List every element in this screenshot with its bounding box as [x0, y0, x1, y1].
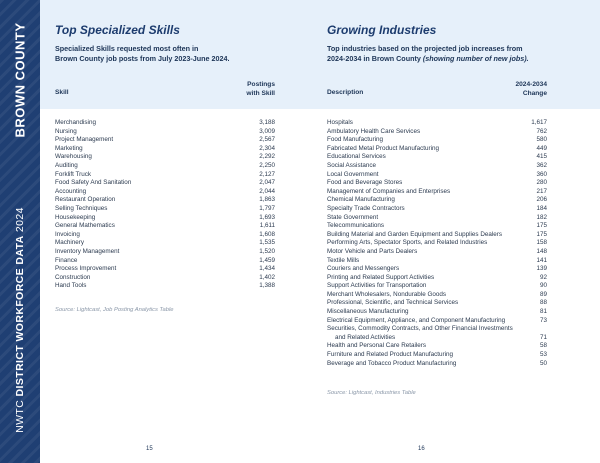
row-value: 1,608: [259, 230, 275, 238]
row-label: Building Material and Garden Equipment and Supplies Dealers: [327, 230, 503, 238]
report-title-prefix: NWTC: [14, 396, 26, 433]
table-row: [327, 257, 547, 266]
row-label: State Government: [327, 213, 379, 221]
row-label: Project Management: [55, 136, 114, 144]
row-value: 2,047: [259, 179, 275, 187]
row-value: 1,434: [259, 265, 275, 273]
row-value: 280: [536, 179, 547, 187]
table-row: [327, 188, 547, 197]
row-value: 2,250: [259, 161, 275, 169]
table-row: [327, 179, 547, 188]
report-title: [14, 207, 26, 433]
row-label: Support Activities for Transportation: [327, 282, 427, 290]
industries-description-note: (showing number of new jobs).: [422, 54, 529, 63]
row-label-line1: Securities, Commodity Contracts, and Other Financial Investments: [327, 325, 513, 333]
row-label: Merchandising: [55, 119, 96, 126]
postings-column-header: [246, 81, 275, 98]
table-row: [55, 136, 275, 145]
row-value: 2,304: [259, 144, 275, 152]
table-row: [55, 231, 275, 240]
row-value: 90: [539, 282, 547, 290]
row-label: General Mathematics: [55, 222, 115, 230]
skills-source: Source: Lightcast, Job Posting Analytics Table: [55, 307, 174, 313]
table-row: [327, 128, 547, 137]
row-label: Hospitals: [327, 119, 353, 126]
row-label: Professional, Scientific, and Technical Services: [327, 299, 459, 307]
table-row: [55, 205, 275, 214]
row-value: 1,611: [259, 222, 275, 230]
skill-column-header: Skill: [55, 89, 69, 96]
row-label: Electrical Equipment, Appliance, and Component Manufacturing: [327, 316, 506, 324]
industries-source: Source: Lightcast, Industries Table: [327, 390, 416, 396]
row-label: Food and Beverage Stores: [327, 179, 403, 187]
row-value: 184: [536, 204, 547, 212]
row-value: 415: [536, 153, 547, 161]
row-label: Educational Services: [327, 153, 386, 161]
industries-description-line2-wrap: [327, 54, 557, 64]
row-label: Couriers and Messengers: [327, 265, 400, 273]
row-value: 1,617: [531, 119, 547, 126]
row-label: Furniture and Related Product Manufacturing: [327, 351, 454, 359]
row-value: 580: [536, 136, 547, 144]
table-row: [55, 196, 275, 205]
row-label: Ambulatory Health Care Services: [327, 127, 421, 135]
table-row: [327, 231, 547, 240]
row-label: Specialty Trade Contractors: [327, 204, 405, 212]
row-label: Invoicing: [55, 230, 80, 238]
row-label: Chemical Manufacturing: [327, 196, 395, 204]
report-title-year: 2024: [14, 207, 26, 236]
row-label: Merchant Wholesalers, Nondurable Goods: [327, 290, 447, 298]
change-column-header: [515, 81, 547, 98]
row-label: Forklift Truck: [55, 170, 92, 178]
row-label: Auditing: [55, 161, 78, 169]
industries-description-line1: Top industries based on the projected job increases from: [327, 44, 523, 53]
row-value: 1,797: [259, 204, 275, 212]
table-row: [55, 282, 275, 291]
postings-header-line1: Postings: [247, 81, 275, 88]
table-row: [327, 274, 547, 283]
industries-description-line2: 2024-2034 in Brown County: [327, 54, 423, 63]
row-label: Telecommunications: [327, 222, 385, 230]
row-value: 71: [539, 333, 547, 341]
row-label: Beverage and Tobacco Product Manufacturing: [327, 359, 457, 367]
row-value: 449: [536, 144, 547, 152]
row-label: Warehousing: [55, 153, 92, 161]
row-value: 1,693: [259, 213, 275, 221]
row-label: Restaurant Operation: [55, 196, 116, 204]
row-label: Food Safety And Sanitation: [55, 179, 132, 187]
table-row: [327, 360, 547, 369]
row-value: 1,388: [259, 282, 275, 290]
table-row: [327, 136, 547, 145]
table-row: [327, 214, 547, 223]
row-label: Management of Companies and Enterprises: [327, 187, 451, 195]
row-label: Local Government: [327, 170, 379, 178]
row-value: 158: [536, 239, 547, 247]
row-value: 1,535: [259, 239, 275, 247]
table-row: [55, 265, 275, 274]
row-label: Selling Techniques: [55, 204, 108, 212]
table-row: [55, 153, 275, 162]
table-row: [55, 257, 275, 266]
table-row: [55, 179, 275, 188]
postings-header-line2: with Skill: [246, 89, 275, 97]
row-label: Inventory Management: [55, 247, 120, 255]
row-label: Nursing: [55, 127, 77, 135]
row-label: Marketing: [55, 144, 83, 152]
table-row: [327, 239, 547, 248]
table-row: [327, 153, 547, 162]
skills-description-line2: Brown County job posts from July 2023-June 2024.: [55, 54, 230, 63]
row-label: Machinery: [55, 239, 85, 247]
row-value: 2,567: [259, 136, 275, 144]
industries-description: [327, 44, 557, 64]
row-value: 139: [536, 265, 547, 273]
row-value: 2,127: [259, 170, 275, 178]
row-label: Social Assistance: [327, 161, 377, 169]
table-row: [55, 222, 275, 231]
row-label: Health and Personal Care Retailers: [327, 342, 427, 350]
row-value: 88: [539, 299, 547, 307]
row-value: 762: [536, 127, 547, 135]
sidebar: [0, 0, 40, 463]
row-value: 360: [536, 170, 547, 178]
table-row: [55, 128, 275, 137]
row-value: 53: [539, 351, 547, 359]
row-value: 3,009: [259, 127, 275, 135]
table-row: [327, 308, 547, 317]
table-row: [327, 196, 547, 205]
row-value: 1,863: [259, 196, 275, 204]
page-number-right: 16: [418, 446, 425, 452]
row-label: Food Manufacturing: [327, 136, 384, 144]
table-row: [327, 282, 547, 291]
row-value: 175: [536, 222, 547, 230]
row-value: 1,520: [259, 247, 275, 255]
row-value: 2,044: [259, 187, 275, 195]
table-row: [327, 299, 547, 308]
row-label: Housekeeping: [55, 213, 96, 221]
row-value: 3,188: [259, 119, 275, 126]
description-column-header: Description: [327, 89, 364, 96]
row-label: Miscellaneous Manufacturing: [327, 308, 409, 316]
row-label: Printing and Related Support Activities: [327, 273, 435, 281]
table-row: [327, 162, 547, 171]
skills-description-line1: Specialized Skills requested most often in: [55, 44, 199, 53]
table-row: [55, 214, 275, 223]
row-value: 182: [536, 213, 547, 221]
table-row: [55, 239, 275, 248]
row-label: Finance: [55, 256, 78, 264]
row-value: 148: [536, 247, 547, 255]
row-value: 217: [536, 187, 547, 195]
change-header-line1: 2024-2034: [515, 81, 547, 88]
row-value: 81: [539, 308, 547, 316]
row-label: Construction: [55, 273, 91, 281]
table-row: [327, 351, 547, 360]
table-row: [327, 222, 547, 231]
row-label: Motor Vehicle and Parts Dealers: [327, 247, 418, 255]
skills-table: [55, 119, 275, 291]
table-row: [327, 248, 547, 257]
row-value: 175: [536, 230, 547, 238]
table-row: [55, 188, 275, 197]
row-label: Accounting: [55, 187, 87, 195]
row-label: Textile Mills: [327, 256, 360, 264]
industries-table: [327, 119, 547, 368]
row-label: Process Improvement: [55, 265, 117, 273]
row-value: 1,459: [259, 256, 275, 264]
county-name: BROWN COUNTY: [12, 22, 28, 138]
row-value: 73: [539, 316, 547, 324]
table-row: [327, 265, 547, 274]
row-value: 50: [539, 359, 547, 367]
table-row: [327, 317, 547, 326]
table-row: [55, 119, 275, 128]
row-label-line2: and Related Activities: [335, 333, 396, 341]
table-row: [327, 342, 547, 351]
table-row: [327, 145, 547, 154]
table-row: [327, 171, 547, 180]
row-label: [327, 325, 532, 342]
row-value: 1,402: [259, 273, 275, 281]
table-row: [55, 145, 275, 154]
row-label: Fabricated Metal Product Manufacturing: [327, 144, 440, 152]
row-value: 362: [536, 161, 547, 169]
table-row: [55, 248, 275, 257]
table-row: [327, 205, 547, 214]
change-header-line2: Change: [522, 89, 547, 97]
row-value: 2,292: [259, 153, 275, 161]
row-value: 92: [539, 273, 547, 281]
row-label: Performing Arts, Spectator Sports, and Related Industries: [327, 239, 488, 247]
row-value: 206: [536, 196, 547, 204]
page-number-left: 15: [146, 446, 153, 452]
skills-title: Top Specialized Skills: [55, 23, 180, 37]
report-title-bold: DISTRICT WORKFORCE DATA: [14, 235, 26, 397]
row-value: 58: [539, 342, 547, 350]
row-value: 89: [539, 290, 547, 298]
skills-description: [55, 44, 285, 64]
table-row: [327, 325, 547, 342]
table-row: [55, 171, 275, 180]
table-row: [55, 162, 275, 171]
table-row: [55, 274, 275, 283]
table-row: [327, 291, 547, 300]
row-value: 141: [536, 256, 547, 264]
table-row: [327, 119, 547, 128]
industries-title: Growing Industries: [327, 23, 437, 37]
row-label: Hand Tools: [55, 282, 87, 290]
